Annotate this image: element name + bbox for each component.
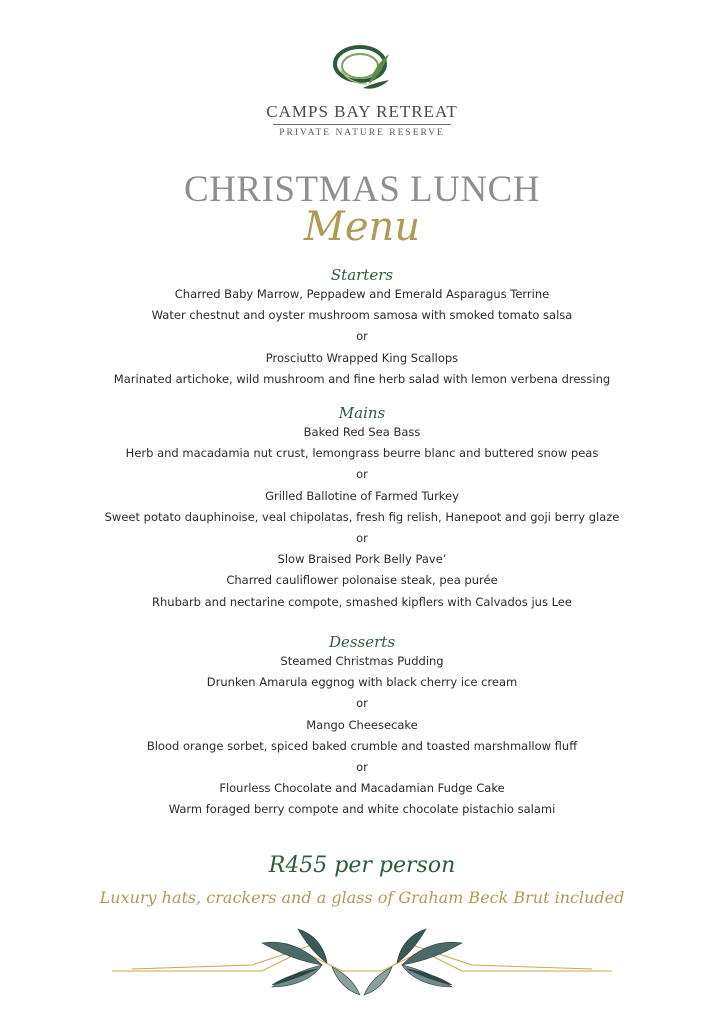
menu-item: Sweet potato dauphinoise, veal chipolatas, fresh fig relish, Hanepoot and goji berry glaze: [104, 509, 620, 524]
section-title-desserts: Desserts: [328, 633, 396, 651]
price-per-person: R455 per person: [268, 853, 456, 878]
brand-logo: [0, 40, 724, 138]
menu-item: Rhubarb and nectarine compote, smashed kipflers with Calvados jus Lee: [152, 594, 572, 609]
menu-item: Drunken Amarula eggnog with black cherry ice cream: [206, 675, 518, 690]
brand-name: CAMPS BAY RETREAT: [266, 102, 458, 121]
menu-item: Steamed Christmas Pudding: [280, 654, 444, 668]
menu-item: Marinated artichoke, wild mushroom and fine herb salad with lemon verbena dressing: [113, 371, 611, 386]
inclusions-note: Luxury hats, crackers and a glass of Graham Beck Brut included: [99, 888, 625, 907]
menu-item: Baked Red Sea Bass: [303, 425, 421, 439]
menu-item: Blood orange sorbet, spiced baked crumble and toasted marshmallow fluff: [146, 738, 578, 753]
menu-item: Charred Baby Marrow, Peppadew and Emerald Asparagus Terrine: [174, 287, 550, 301]
menu-item: Prosciutto Wrapped King Scallops: [265, 350, 459, 365]
menu-item: Water chestnut and oyster mushroom samosa with smoked tomato salsa: [151, 308, 573, 323]
menu-item: Charred cauliflower polonaise steak, pea purée: [226, 573, 498, 588]
brand-divider: [273, 124, 451, 125]
section-title-starters: Starters: [330, 266, 394, 284]
leaf-branch-ornament-icon: [112, 925, 612, 1005]
menu-item: Warm foraged berry compote and white chocolate pistachio salami: [168, 802, 556, 817]
or-separator: or: [356, 696, 368, 711]
section-starters: [0, 266, 724, 390]
or-separator: or: [356, 467, 368, 482]
section-desserts: [0, 633, 724, 821]
or-separator: or: [356, 530, 368, 545]
or-separator: or: [356, 759, 368, 774]
menu-item: Herb and macadamia nut crust, lemongrass beurre blanc and buttered snow peas: [125, 446, 599, 461]
section-title-mains: Mains: [338, 404, 386, 422]
leaf-swirl-logo-icon: [327, 40, 397, 96]
menu-item: Grilled Ballotine of Farmed Turkey: [265, 488, 459, 503]
brand-tagline: PRIVATE NATURE RESERVE: [279, 128, 445, 138]
section-mains: [0, 404, 724, 613]
menu-item: Flourless Chocolate and Macadamian Fudge Cake: [219, 781, 505, 796]
menu-subtitle: Menu: [303, 204, 421, 250]
menu-title: CHRISTMAS LUNCH: [184, 169, 540, 210]
menu-item: Slow Braised Pork Belly Pave’: [277, 552, 447, 567]
or-separator: or: [356, 329, 368, 344]
menu-item: Mango Cheesecake: [306, 717, 418, 732]
